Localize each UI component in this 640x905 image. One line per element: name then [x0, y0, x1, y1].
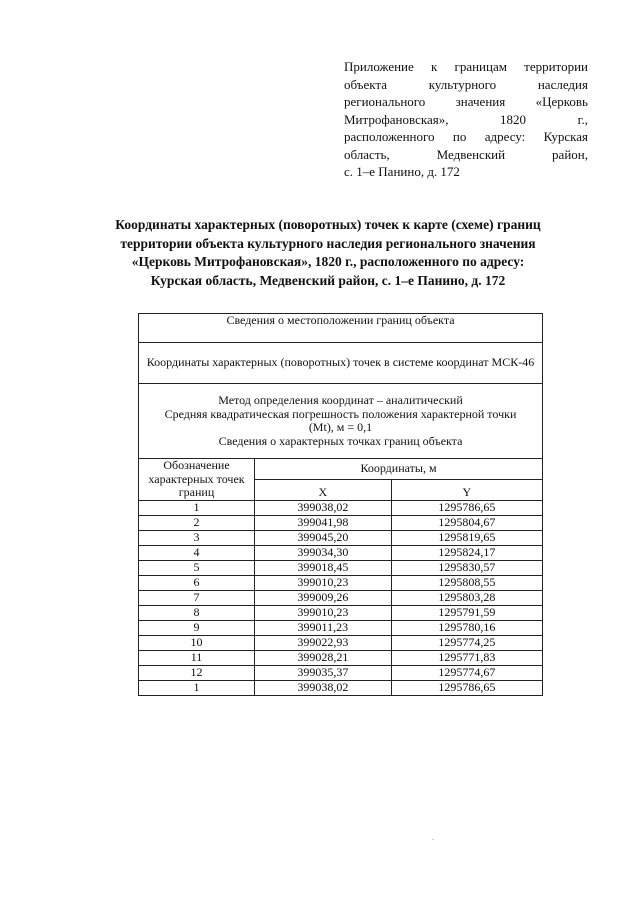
- point-cell: 12: [139, 665, 255, 680]
- table-row: [139, 590, 543, 605]
- appendix-line: Митрофановская», 1820 г.,: [344, 111, 588, 127]
- y-cell: 1295786,65: [391, 680, 542, 695]
- point-header-cell: [139, 459, 255, 501]
- point-cell: 11: [139, 650, 255, 665]
- table-row: [139, 650, 543, 665]
- title-line: Координаты характерных (поворотных) точек к карте (схеме) границ: [115, 217, 541, 232]
- system-caption-cell: Координаты характерных (поворотных) точек в системе координат МСК-46: [139, 343, 543, 384]
- section-title-cell: Сведения о местоположении границ объекта: [139, 314, 543, 343]
- y-cell: 1295804,67: [391, 515, 542, 530]
- table-row: [139, 515, 543, 530]
- table-row: [139, 500, 543, 515]
- x-cell: 399022,93: [255, 635, 392, 650]
- y-cell: 1295803,28: [391, 590, 542, 605]
- point-cell: 10: [139, 635, 255, 650]
- table-row: [139, 560, 543, 575]
- appendix-line: с. 1–е Панино, д. 172: [344, 164, 460, 179]
- appendix-line: объекта культурного наследия: [344, 76, 588, 92]
- point-cell: 9: [139, 620, 255, 635]
- point-cell: 6: [139, 575, 255, 590]
- point-cell: 5: [139, 560, 255, 575]
- x-cell: 399038,02: [255, 680, 392, 695]
- table-row: [139, 665, 543, 680]
- y-cell: 1295786,65: [391, 500, 542, 515]
- method-cell: [139, 384, 543, 459]
- x-cell: 399010,23: [255, 575, 392, 590]
- point-cell: 8: [139, 605, 255, 620]
- y-header-cell: Y: [391, 479, 542, 500]
- title-line: Курская область, Медвенский район, с. 1–е Панино, д. 172: [150, 272, 506, 288]
- point-cell: 2: [139, 515, 255, 530]
- x-cell: 399010,23: [255, 605, 392, 620]
- table-row: [139, 530, 543, 545]
- x-cell: 399035,37: [255, 665, 392, 680]
- scan-speck: [432, 839, 434, 840]
- x-cell: 399011,23: [255, 620, 392, 635]
- y-cell: 1295791,59: [391, 605, 542, 620]
- table-row: [139, 620, 543, 635]
- y-cell: 1295774,67: [391, 665, 542, 680]
- point-header-line: Обозначение: [163, 458, 230, 472]
- x-cell: 399018,45: [255, 560, 392, 575]
- x-cell: 399028,21: [255, 650, 392, 665]
- point-header-line: характерных точек: [148, 471, 245, 486]
- y-cell: 1295824,17: [391, 545, 542, 560]
- x-cell: 399034,30: [255, 545, 392, 560]
- method-line: Сведения о характерных точках границ объекта: [218, 433, 463, 448]
- point-cell: 4: [139, 545, 255, 560]
- x-cell: 399041,98: [255, 515, 392, 530]
- appendix-line: регионального значения «Церковь: [344, 94, 588, 109]
- x-header-cell: X: [255, 479, 392, 500]
- y-cell: 1295774,25: [391, 635, 542, 650]
- table-row: [139, 545, 543, 560]
- title-line: «Церковь Митрофановская», 1820 г., расположенного по адресу:: [131, 254, 525, 269]
- coords-header-cell: Координаты, м: [255, 459, 543, 480]
- x-cell: 399045,20: [255, 530, 392, 545]
- appendix-line: расположенного по адресу: Курская: [344, 129, 588, 144]
- y-cell: 1295808,55: [391, 575, 542, 590]
- point-cell: 1: [139, 500, 255, 515]
- point-cell: 1: [139, 680, 255, 695]
- table-row: [139, 605, 543, 620]
- point-cell: 3: [139, 530, 255, 545]
- method-line: (Mt), м = 0,1: [308, 420, 373, 434]
- method-line: Средняя квадратическая погрешность положения характерной точки: [164, 406, 517, 421]
- title-line: территории объекта культурного наследия регионального значения: [120, 235, 536, 251]
- y-cell: 1295819,65: [391, 530, 542, 545]
- appendix-line: Приложение к границам территории: [344, 59, 588, 74]
- point-header-line: границ: [178, 485, 215, 499]
- coordinates-rows: [139, 500, 543, 695]
- y-cell: 1295830,57: [391, 560, 542, 575]
- table-row: [139, 575, 543, 590]
- appendix-note: [344, 58, 588, 181]
- x-cell: 399038,02: [255, 500, 392, 515]
- appendix-line: область, Медвенский район,: [344, 146, 588, 162]
- table-row: [139, 680, 543, 695]
- x-cell: 399009,26: [255, 590, 392, 605]
- point-cell: 7: [139, 590, 255, 605]
- method-line: Метод определения координат – аналитический: [218, 393, 463, 407]
- coordinates-table: [138, 313, 543, 696]
- table-row: [139, 635, 543, 650]
- y-cell: 1295771,83: [391, 650, 542, 665]
- y-cell: 1295780,16: [391, 620, 542, 635]
- document-title: [88, 216, 568, 290]
